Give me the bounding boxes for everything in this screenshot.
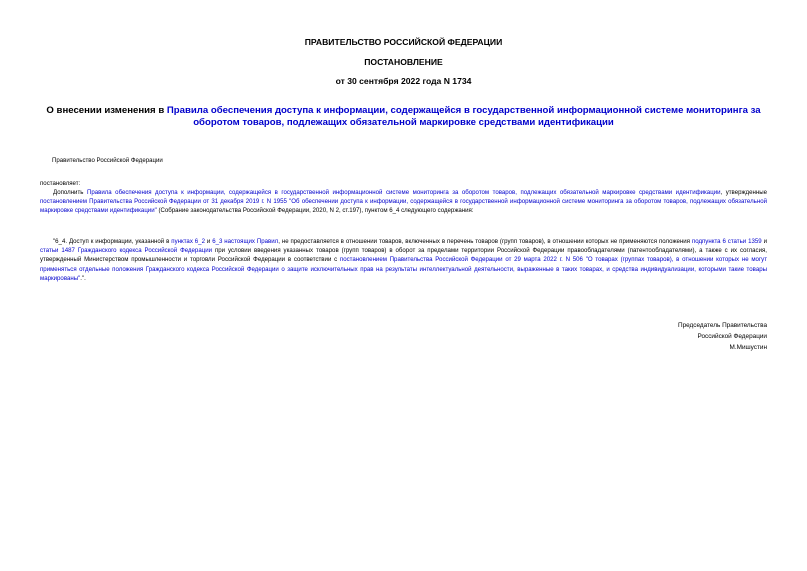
signature-position: Председатель Правительства — [678, 322, 767, 329]
p2-clause-6-3-link[interactable]: 6_3 настоящих Правил — [212, 238, 279, 245]
p2-decree-506-link[interactable]: постановлением Правительства Российской Федерации от 29 марта 2022 г. N 506 "О товарах (группах товаров), в отношении которых не могут применяться отдельные положения Гражданского кодекса Российской Федерации о защите исключительных прав на результаты интеллектуальной деятельности, выраженные в таких товарах, и средства индивидуализации, которыми такие товары маркированы" — [40, 256, 768, 282]
resolves-text: постановляет: — [40, 180, 81, 187]
p1-text-2: , утвержденные — [720, 189, 767, 196]
p1-decree-link[interactable]: постановлением Правительства Российской Федерации от 31 декабря 2019 г. N 1955 "Об обеспечении доступа к информации, содержащейся в государственной информационной системе мониторинга за оборотом товаров, подлежащих обязательной маркировке средствами идентификации" — [40, 198, 767, 215]
p2-text-3: , не предоставляется в отношении товаров, включенных в перечень товаров (групп товаров), в отношении которых не применяются положения — [278, 238, 692, 245]
paragraph-new-clause — [40, 237, 767, 283]
paragraph-amendment — [40, 188, 767, 216]
document-type-heading: ПОСТАНОВЛЕНИЕ — [364, 57, 443, 67]
intro-text: Правительство Российской Федерации — [52, 157, 163, 164]
p1-text-1: Дополнить — [53, 189, 87, 196]
p2-article-1487-link[interactable]: статьи 1487 Гражданского кодекса Российской Федерации — [40, 247, 213, 255]
authority-heading: ПРАВИТЕЛЬСТВО РОССИЙСКОЙ ФЕДЕРАЦИИ — [304, 37, 503, 47]
document-title — [40, 105, 767, 129]
p2-text-2: и — [204, 238, 213, 245]
p2-text-5: при условии введения указанных товаров (групп товаров) в оборот за пределами территории Российской Федерации правообладателями (патентообладателями), а также с их согласия, утвержденный Министерством промышленности и торговли Российской Федерации в соответствии с — [40, 247, 767, 264]
signature-name: М.Мишустин — [729, 344, 767, 351]
signature-government: Российской Федерации — [697, 333, 767, 340]
p1-text-3: (Собрание законодательства Российской Федерации, 2020, N 2, ст.197), пунктом 6_4 следующего содержания: — [156, 207, 474, 215]
title-prefix: О внесении изменения в — [46, 105, 167, 116]
p2-clause-6-2-link[interactable]: пунктах 6_2 — [171, 238, 205, 245]
title-rules-link[interactable]: Правила обеспечения доступа к информации, содержащейся в государственной информационной системе мониторинга за оборотом товаров, подлежащих обязательной маркировке средствами идентификации — [166, 105, 761, 128]
p2-text-4: и — [761, 238, 767, 245]
p2-text-6: .". — [80, 274, 86, 282]
signature-block — [678, 320, 767, 353]
p1-rules-link[interactable]: Правила обеспечения доступа к информации, содержащейся в государственной информационной системе мониторинга за оборотом товаров, подлежащих обязательной маркировке средствами идентификации — [86, 189, 721, 196]
p2-article-1359-link[interactable]: подпункта 6 статьи 1359 — [691, 238, 762, 245]
date-number-heading: от 30 сентября 2022 года N 1734 — [335, 76, 472, 86]
p2-text-1: "6_4. Доступ к информации, указанной в — [53, 238, 172, 245]
